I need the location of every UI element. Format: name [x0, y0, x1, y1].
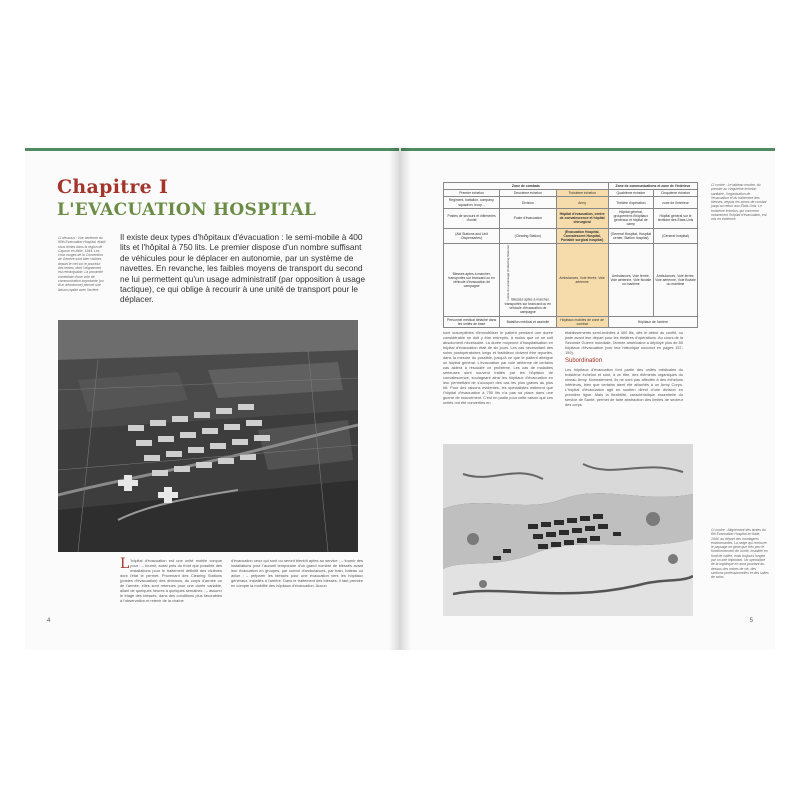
book-spread	[25, 148, 775, 650]
table-cell: (General Hospital, Hospital center, Station hospital)	[608, 228, 653, 244]
body-text: 'hôpital d'évacuation est une unité mobile conçue pour : – fournir, aussi près du front que possible des installations pour le traitement définitif des victimes dont l'état le permet. Provenant des Clearing Stations (postes d'évacuation) des divisions, du corps d'armée ou de l'armée, elles sont retenues pour une durée variable, allant de quelques heures à quelques semaines ; – assurer le triage des blessés, dans des conditions plus favorables à l'observation et retenir de la chaîne	[120, 558, 222, 603]
aerial-photo-graphic	[443, 444, 693, 616]
evacuation-echelon-table	[443, 182, 698, 328]
table-cell-highlight: Ambulances, Voie ferrée, Voie aérienne	[556, 244, 608, 316]
top-color-bar	[401, 148, 775, 151]
body-text: Les hôpitaux d'évacuation font partie des unités médicales du troisième échelon et sont, à ce titre, des éléments organiques du niveau Army. Normalement, ils ne sont pas affectés à des échelons inférieurs, bien que certains aient été attachés à un Army Corps. L'hôpital d'évacuation agit en soutien direct d'une division en première ligne. Mais la flexibilité, caractéristique essentielle du service de Santé, permet de faire abstraction des limites de secteur des corps	[565, 367, 683, 407]
table-cell-highlight: Troisième échelon	[556, 190, 608, 197]
table-cell: (General hospital)	[653, 228, 697, 244]
aerial-photo-hospital-camp	[58, 320, 358, 552]
body-column-2: d'évacuation ceux qui sont ou seront bientôt aptes au service ; – fournir des installations pour l'accueil temporaire d'un grand nombre de blessés avant leur évacuation en groupes, par convoi d'ambulances, par train, bateau ou avion ; – préparer les blessés pour une évacuation vers les hôpitaux généraux, installés à l'arrière. Dans le traitement des blessés, il faut prendre en compte la mobilité des hôpitaux d'évacuation. Aucun	[231, 558, 363, 588]
table-cell: Hôpital général, groupement d'hôpitaux généraux et hôpital de camp	[608, 208, 653, 228]
gutter-shadow	[401, 148, 411, 650]
table-cell: Poste d'évacuation	[500, 208, 556, 228]
chapter-subtitle: L'EVACUATION HOSPITAL	[57, 200, 317, 220]
body-column-1: sont susceptibles d'immobiliser le patient pendant une durée considérable ne doit y être entrepris, à moins que ce ne soit absolument nécessaire. La durée moyenne d'hospitalisation en hôpital d'évacuation était de six jours. Les cas nécessitant des soins postopératoires longs et fastidieux doivent être reportés, dans la mesure du possible, jusqu'à ce que le patient atteigne un hôpital général. L'évacuation par voie aérienne de certains cas aidera à résoudre ce problème. Les cas de maladies sérieuses sont souvent traités par les hôpitaux de convalescence, soulageant ainsi les hôpitaux d'évacuation en leur permettant de s'occuper des cas les plus graves au plus tôt. Pour des raisons évidentes, les spécialistes estiment que l'hôpital d'évacuation à 750 lits n'a pas sa place dans une guerre de mouvement. C'est en partie pour cette raison que ces unités ont été converties en	[443, 330, 553, 405]
table-cell: Cinquième échelon	[653, 190, 697, 197]
section-subheading: Subordination	[565, 358, 603, 364]
table-cell: Hôpitaux de l'arrière	[608, 316, 697, 327]
page-number: 4	[47, 618, 51, 624]
top-color-bar	[25, 148, 399, 151]
table-cell: Premier échelon	[444, 190, 500, 197]
table-cell-highlight: Army	[556, 197, 608, 208]
table-cell: Ambulances, Voie ferrée, Voie aérienne, Voie fluviale ou maritime	[653, 244, 697, 316]
table-cell: Bataillon médical et assimilé	[500, 316, 556, 327]
table-cell: Personnel médical détaché dans les unités de base	[444, 316, 500, 327]
left-page	[25, 148, 399, 650]
intro-paragraph: Il existe deux types d'hôpitaux d'évacuation : le semi-mobile à 400 lits et l'hôpital à 750 lits. Le premier dispose d'un nombre suffisant de véhicules pour le déplacer en autonomie, par un système de navettes. En revanche, les faibles moyens de transport du second ne lui permettent qu'un usage administratif (par opposition à usage tactique), ce qui oblige à recourir à une unité de transport pour le déplacer.	[120, 232, 366, 305]
table-cell-highlight: (Evacuation Hospital, Convalescent Hospital, Portable surgical hospital)	[556, 228, 608, 244]
table-caption: Ci-contre : Le tableau montre, du premier au cinquième échelon sanitaire, l'organisation de l'évacuation et du traitement des blessés, depuis les zones de combat jusqu'au retour aux États-Unis. Le troisième échelon, qui concerne notamment l'hôpital d'évacuation, est mis en évidence.	[711, 183, 767, 222]
right-page	[401, 148, 775, 650]
table-cell: Théâtre d'opération	[608, 197, 653, 208]
table-header-comm-zone: Zone de communications et zone de l'intérieur	[608, 183, 697, 190]
drop-cap: L	[120, 556, 130, 572]
table-cell: Regiment, battalion, company, squadron, troop...	[444, 197, 500, 208]
table-cell: Division	[500, 197, 556, 208]
table-cell: Quatrième échelon	[608, 190, 653, 197]
chapter-title: Chapitre I	[57, 176, 169, 198]
body-text: établissements semi-mobiles à 400 lits, dès le début du conflit, ou juste avant leur départ pour les théâtres d'opérations. Au cours de la Seconde Guerre mondiale, l'armée américaine a déployé plus de 80 hôpitaux d'évacuation (voir leur historique succinct en pages 157-159).	[565, 330, 683, 355]
table-cell: (Clearing Station)	[500, 228, 556, 244]
table-cell: Deuxième échelon	[500, 190, 556, 197]
table-cell-highlight: Hôpitaux mobiles de zone de combat	[556, 316, 608, 327]
table-cell-highlight: Hôpital d'évacuation, centre de convalescence et hôpital chirurgical	[556, 208, 608, 228]
page-number: 5	[749, 618, 753, 624]
table-cell: Hôpital général sur le territoire des États-Unis	[653, 208, 697, 228]
table-cell: Blessés aptes à marcher, transportés sur brancard ou en véhicule d'évacuation de campagne	[444, 244, 500, 316]
table-header-combat-zone: Zone de combats	[444, 183, 609, 190]
table-cell: Postes de secours et infirmeries d'unité	[444, 208, 500, 228]
table-cell	[500, 244, 556, 316]
table-cell-text: Blessés aptes à marcher, transportés sur brancard ou en véhicule d'évacuation de campagne	[504, 297, 552, 315]
photo-caption: Ci-contre : Alignement des tentes du 8th Evacuation Hospital en Italie, 1944, au départ des montagnes environnantes. La neige qui recouvre le paysage ne gêne que très peu le fonctionnement de l'unité, installée en fond de vallée, mais toujours longée par un axe important. Un spécialiste de la logistique en aura pourtant au-dessus des ordres de vie, des sections professionnelles et des salles de soins.	[711, 528, 769, 580]
table-cell: (Aid Stations and Unit Dispensaries)	[444, 228, 500, 244]
table-cell: Ambulances, Voie ferrée, Voie aérienne, Voie fluviale ou maritime	[608, 244, 653, 316]
body-column-2	[565, 330, 683, 407]
body-column-1	[120, 558, 222, 603]
collecting-limit-label: Limite du ramassage (Collecting Stations)	[506, 245, 511, 301]
photo-caption: Ci-dessous : Vue aérienne du 95th Evacuation Hospital, établi sous tentes dans la région de Capoue en Italie, 1944. Les croix rouges de la Convention de Genève sont bien visibles depuis le ciel sur le pourtour des tentes, dont l'alignement est remarquable. La proximité immédiate d'une voie de communication importante (ou d'un aérodrome) permet une liaison rapide avec l'arrière.	[58, 236, 106, 292]
gutter-shadow	[389, 148, 399, 650]
aerial-photo-snow-valley	[443, 444, 693, 616]
aerial-photo-graphic	[58, 320, 358, 552]
table-cell: zone de l'intérieur	[653, 197, 697, 208]
